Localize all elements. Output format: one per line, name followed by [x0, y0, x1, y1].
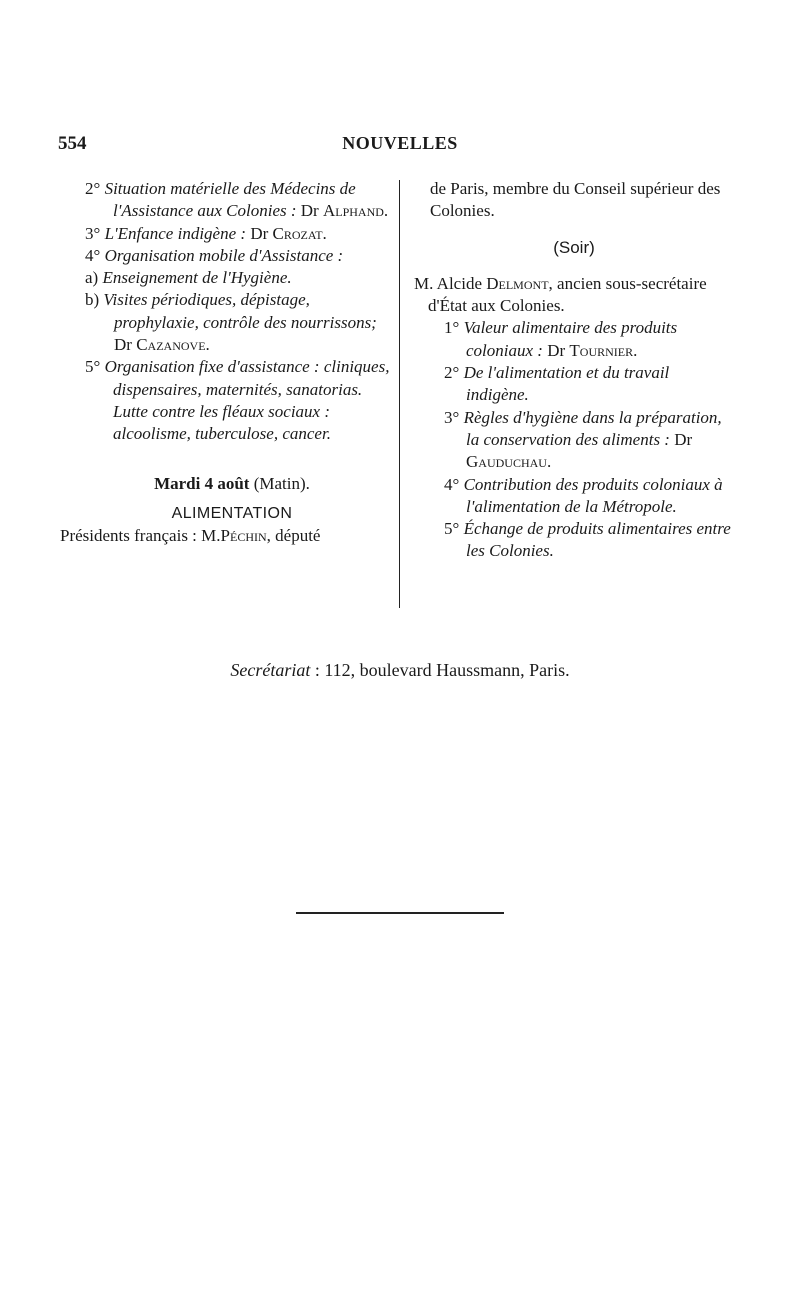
item-number: 4°	[85, 245, 101, 265]
page-number: 554	[58, 133, 87, 154]
item-text: Échange de produits alimentaires entre les Colonies.	[463, 519, 731, 561]
doctor-abbrev: Dr	[547, 340, 566, 360]
session-intro	[414, 273, 734, 318]
president-title: , député	[266, 526, 321, 546]
agenda-item-2	[74, 178, 390, 223]
day-session: (Matin).	[253, 473, 310, 493]
item-text: Organisation fixe d'assistance : cliniques, dispensaires, maternités, sanatorias. Lutte contre les fléaux sociaux : alcoolisme, tuberculose, cancer.	[104, 357, 390, 444]
agenda-item-3	[74, 223, 390, 245]
agenda-item-r4	[414, 474, 734, 519]
chair-name: Delmont	[486, 273, 549, 293]
bottom-rule	[296, 912, 504, 914]
item-number: 3°	[444, 407, 460, 427]
continued-text: de Paris, membre du Conseil supérieur des Colonies.	[430, 179, 721, 221]
speaker-name: Crozat.	[272, 223, 327, 243]
agenda-item-r1	[414, 317, 734, 362]
day-heading	[74, 473, 390, 495]
doctor-abbrev: Dr	[300, 201, 319, 221]
item-text: Contribution des produits coloniaux à l'alimentation de la Métropole.	[463, 474, 723, 516]
chair-title: , ancien sous-secrétaire d'État aux Colonies.	[428, 273, 707, 316]
presidents-label: Présidents français :	[60, 526, 197, 546]
running-head: NOUVELLES	[342, 133, 458, 153]
item-number: 2°	[85, 179, 101, 198]
left-column	[60, 178, 390, 547]
agenda-subitem-4b	[74, 289, 390, 356]
doctor-abbrev: Dr	[250, 223, 269, 243]
item-number: 5°	[444, 519, 460, 539]
subitem-label: b)	[85, 290, 100, 310]
item-number: 2°	[444, 363, 460, 383]
speaker-name: Tournier.	[569, 340, 638, 360]
footer-label: Secrétariat	[230, 660, 311, 680]
doctor-abbrev: Dr	[674, 429, 693, 449]
item-text: Situation matérielle des Médecins de l'Assistance aux Colonies :	[104, 179, 356, 221]
day-date: Mardi 4 août	[154, 473, 250, 493]
item-text: Organisation mobile d'Assistance :	[104, 245, 344, 265]
agenda-item-4	[74, 245, 390, 267]
doctor-abbrev: Dr	[114, 335, 132, 355]
item-number: 5°	[85, 357, 101, 377]
item-text: Valeur alimentaire des produits coloniaux :	[463, 318, 678, 360]
item-text: Règles d'hygiène dans la préparation, la conservation des aliments :	[463, 407, 722, 449]
speaker-name: Alphand.	[322, 201, 389, 221]
monsieur-abbrev: M. Alcide	[414, 273, 482, 293]
agenda-subitem-4a	[74, 267, 390, 289]
item-number: 4°	[444, 474, 460, 494]
agenda-item-5	[74, 356, 390, 445]
subitem-text: Enseignement de l'Hygiène.	[102, 268, 292, 288]
presidents-line	[60, 525, 390, 547]
president-name: Péchin	[220, 526, 267, 546]
session-label: (Soir)	[553, 237, 595, 257]
speaker-name: Cazanove.	[136, 335, 210, 355]
agenda-item-r5	[414, 518, 734, 563]
monsieur-abbrev: M.	[201, 526, 221, 546]
speaker-name: Gauduchau.	[466, 452, 552, 472]
subitem-text: Visites périodiques, dépistage, prophylaxie, contrôle des nourrissons;	[103, 290, 377, 332]
agenda-item-r3	[414, 407, 734, 474]
section-title: ALIMENTATION	[171, 504, 293, 522]
item-number: 1°	[444, 318, 460, 338]
item-text: L'Enfance indigène :	[104, 223, 247, 243]
item-text: De l'alimentation et du travail indigène.	[463, 363, 670, 405]
subitem-label: a)	[85, 268, 99, 288]
item-number: 3°	[85, 223, 101, 243]
footer-text: : 112, boulevard Haussmann, Paris.	[310, 660, 570, 680]
column-divider	[399, 180, 400, 608]
agenda-item-r2	[414, 362, 734, 407]
footer-address	[0, 660, 800, 681]
right-column	[414, 178, 734, 563]
